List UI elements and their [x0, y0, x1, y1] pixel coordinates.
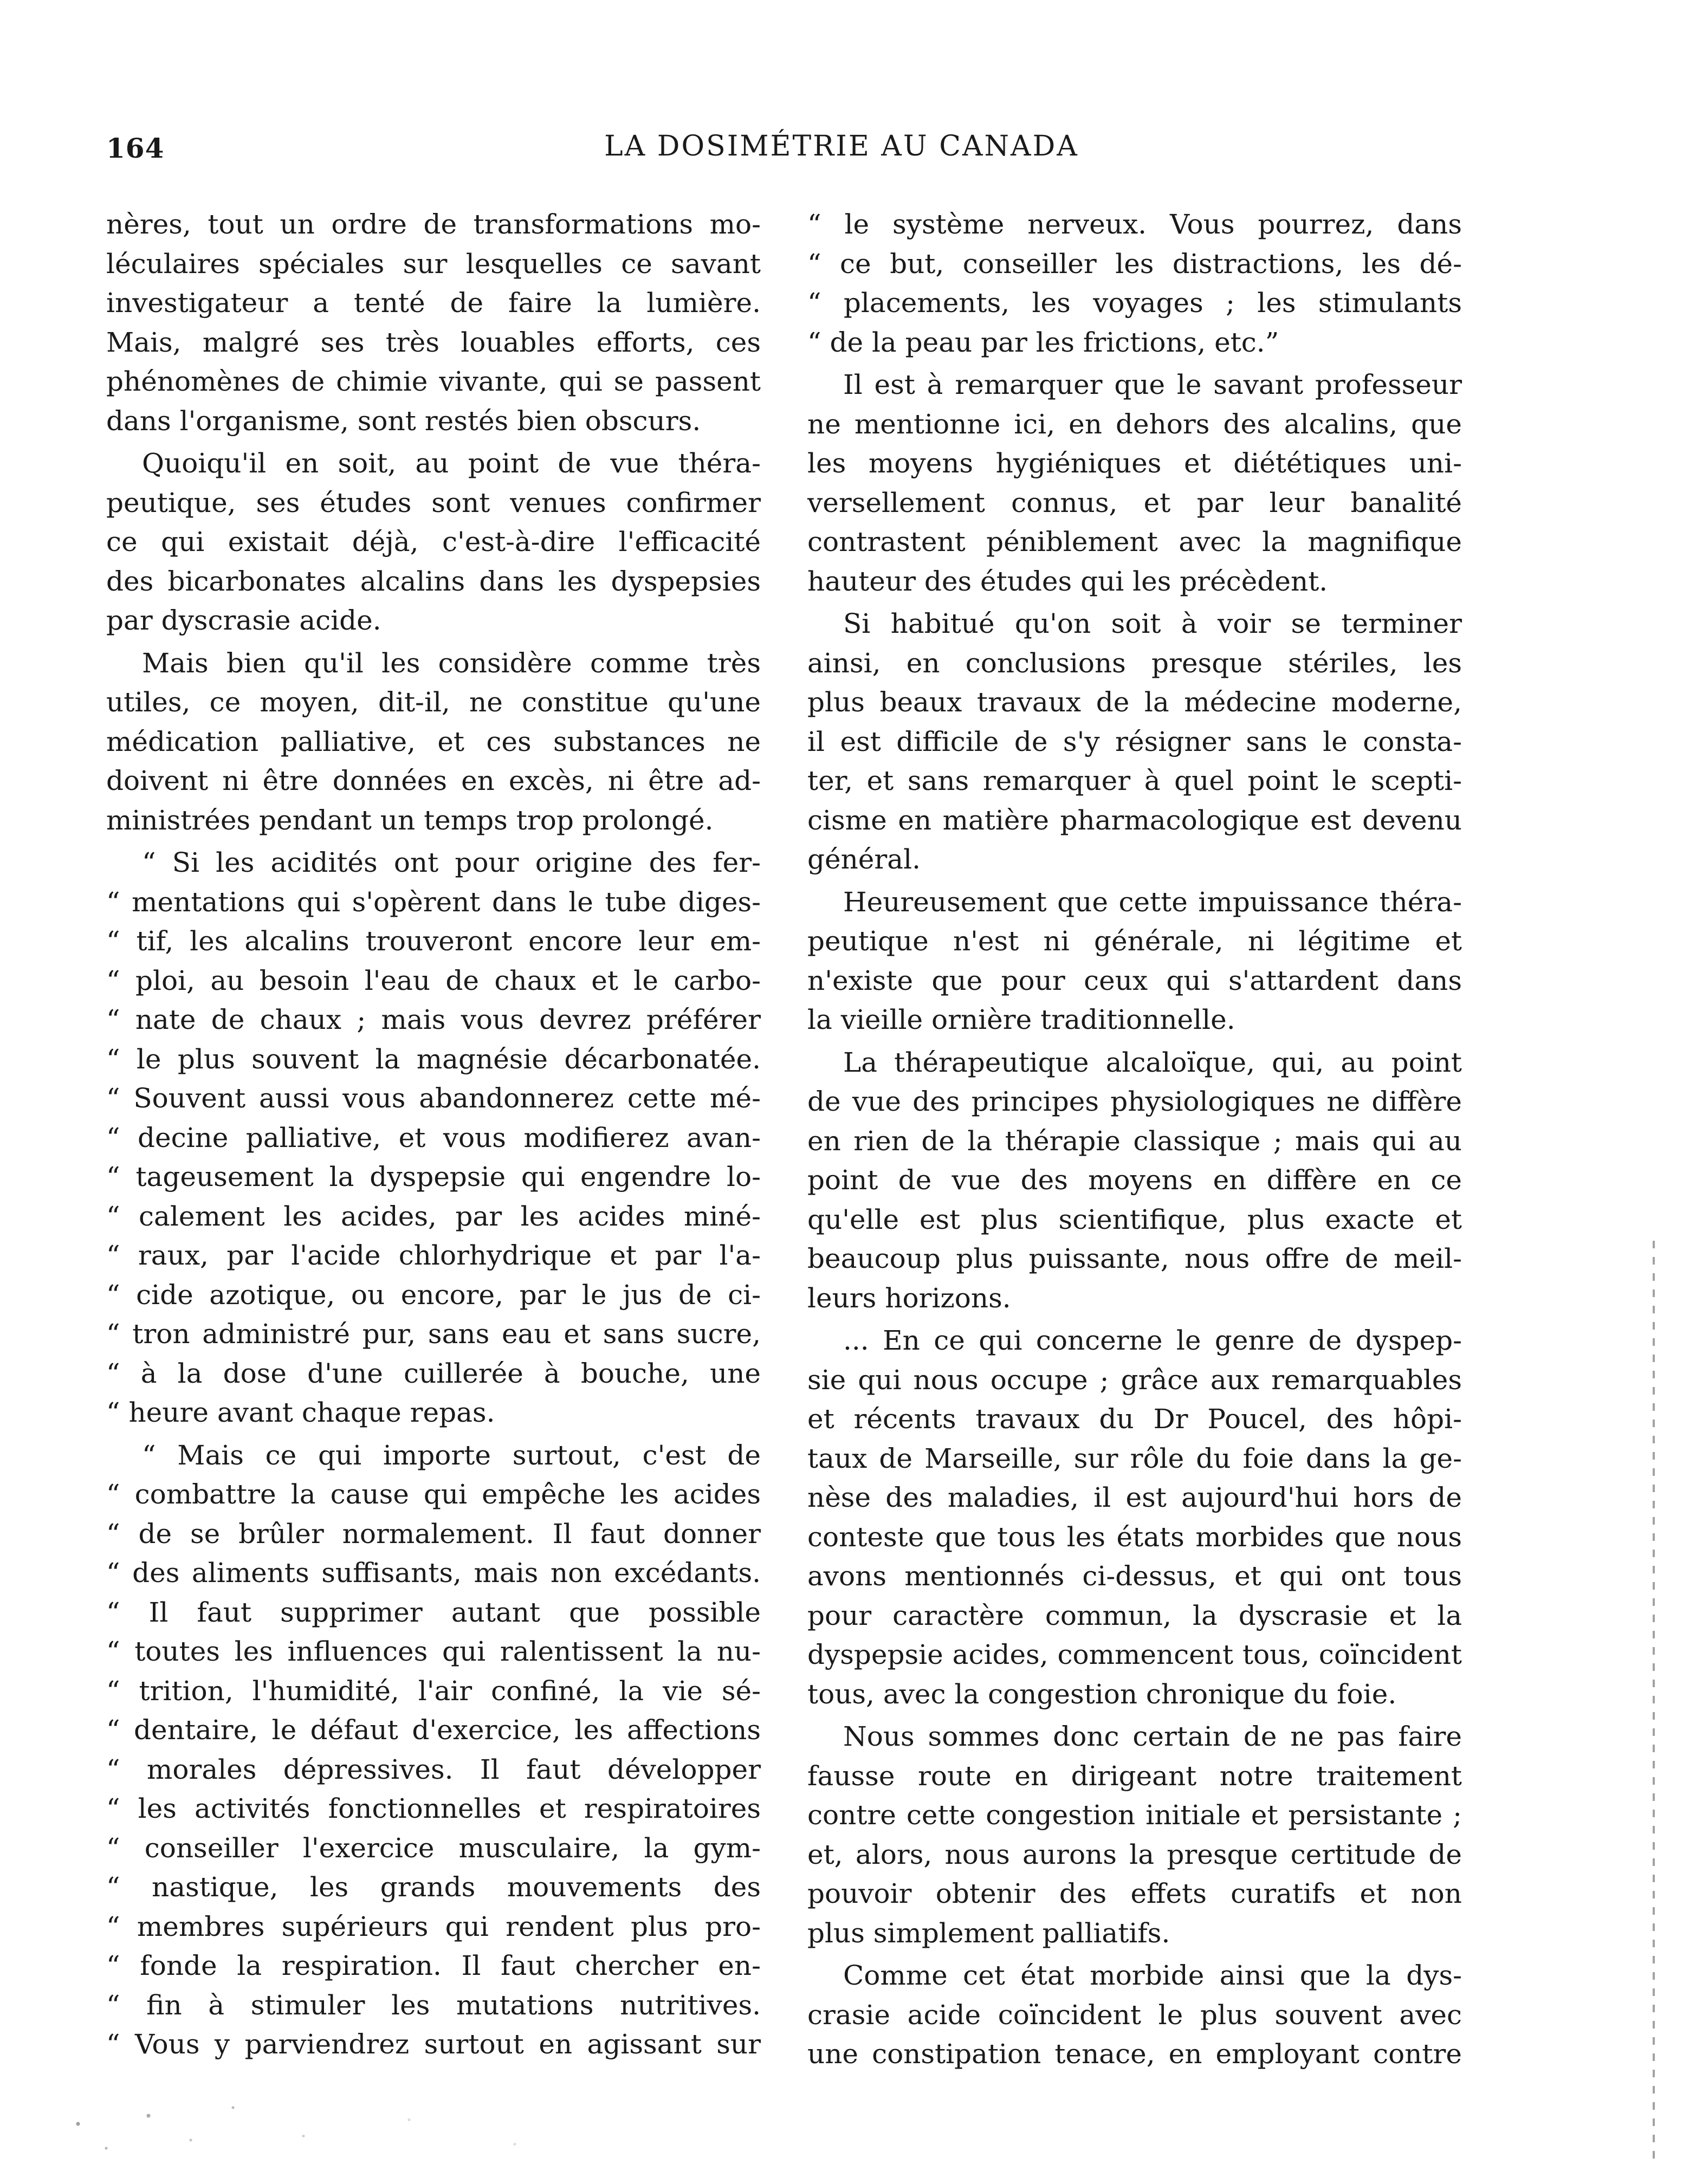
text-line: Mais, malgré ses très louables efforts, ces: [106, 326, 761, 358]
text-line: avons mentionnés ci-dessus, et qui ont tous: [807, 1560, 1462, 1592]
text-line: “ de la peau par les frictions, etc.”: [807, 326, 1279, 358]
text-line: “ fonde la respiration. Il faut chercher en-: [106, 1950, 761, 1981]
text-line: ainsi, en conclusions presque stériles, les: [807, 647, 1462, 679]
text-line: “ placements, les voyages ; les stimulants: [807, 287, 1462, 319]
text-line: fausse route en dirigeant notre traitement: [807, 1760, 1462, 1792]
text-line: de vue des principes physiologiques ne diffère: [807, 1086, 1462, 1117]
text-line: phénomènes de chimie vivante, qui se passent: [106, 366, 761, 397]
text-line: dyspepsie acides, commencent tous, coïncident: [807, 1639, 1462, 1670]
text-line: “ ce but, conseiller les distractions, les dé-: [807, 248, 1462, 280]
text-line: “ membres supérieurs qui rendent plus pro-: [106, 1910, 761, 1942]
text-line: “ de se brûler normalement. Il faut donner: [106, 1518, 761, 1550]
text-line: crasie acide coïncident le plus souvent avec: [807, 1999, 1462, 2031]
text-line: “ trition, l'humidité, l'air confiné, la vie sé-: [106, 1675, 761, 1707]
text-line: n'existe que pour ceux qui s'attardent dans: [807, 964, 1462, 996]
text-line: “ tron administré pur, sans eau et sans sucre,: [106, 1318, 761, 1350]
text-line: leurs horizons.: [807, 1282, 1011, 1314]
text-line: “ conseiller l'exercice musculaire, la gym-: [106, 1832, 761, 1864]
text-line: “ combattre la cause qui empêche les acides: [106, 1479, 761, 1510]
text-line: il est difficile de s'y résigner sans le consta-: [807, 725, 1462, 757]
text-line: point de vue des moyens en diffère en ce: [807, 1164, 1462, 1196]
text-line: la vieille ornière traditionnelle.: [807, 1004, 1235, 1035]
text-line: Comme cet état morbide ainsi que la dys-: [843, 1960, 1462, 1991]
text-line: les moyens hygiéniques et diététiques uni-: [807, 448, 1462, 479]
text-line: “ nastique, les grands mouvements des: [106, 1871, 761, 1903]
margin-mark: [1653, 1241, 1655, 2162]
text-line: “ dentaire, le défaut d'exercice, les affections: [106, 1714, 761, 1746]
text-line: “ cide azotique, ou encore, par le jus de ci-: [106, 1279, 761, 1311]
text-line: et, alors, nous aurons la presque certitude de: [807, 1838, 1462, 1870]
text-line: “ ploi, au besoin l'eau de chaux et le carbo-: [106, 964, 761, 996]
text-line: beaucoup plus puissante, nous offre de meil-: [807, 1243, 1462, 1274]
text-line: “ nate de chaux ; mais vous devrez préférer: [106, 1004, 761, 1035]
text-line: “ Vous y parviendrez surtout en agissant sur: [106, 2029, 761, 2060]
text-line: “ Si les acidités ont pour origine des fer-: [142, 847, 761, 878]
text-line: ... En ce qui concerne le genre de dyspep-: [843, 1325, 1462, 1356]
text-line: médication palliative, et ces substances ne: [106, 725, 761, 757]
text-line: contrastent péniblement avec la magnifique: [807, 526, 1462, 558]
text-line: qu'elle est plus scientifique, plus exacte et: [807, 1203, 1462, 1235]
text-line: Quoiqu'il en soit, au point de vue théra-: [142, 448, 761, 479]
text-line: “ le système nerveux. Vous pourrez, dans: [807, 209, 1462, 240]
text-line: une constipation tenace, en employant contre: [807, 2038, 1462, 2070]
scan-speckle: [22, 2091, 726, 2173]
text-line: contre cette congestion initiale et persistante ;: [807, 1799, 1462, 1831]
text-line: Si habitué qu'on soit à voir se terminer: [843, 608, 1462, 639]
text-line: dans l'organisme, sont restés bien obscurs.: [106, 405, 701, 437]
text-line: ce qui existait déjà, c'est-à-dire l'efficacité: [106, 526, 761, 558]
text-line: Il est à remarquer que le savant professeur: [843, 369, 1462, 400]
text-line: et récents travaux du Dr Poucel, des hôpi-: [807, 1403, 1462, 1435]
text-line: ne mentionne ici, en dehors des alcalins, que: [807, 408, 1462, 440]
text-line: “ à la dose d'une cuillerée à bouche, une: [106, 1357, 761, 1389]
left-column: [106, 205, 761, 2064]
text-line: versellement connus, et par leur banalité: [807, 487, 1462, 519]
text-line: Nous sommes donc certain de ne pas faire: [843, 1721, 1462, 1752]
text-line: La thérapeutique alcaloïque, qui, au point: [843, 1046, 1462, 1078]
text-line: des bicarbonates alcalins dans les dyspepsies: [106, 565, 761, 597]
text-line: peutique, ses études sont venues confirmer: [106, 487, 761, 519]
page-number: 164: [106, 132, 165, 164]
text-line: “ calement les acides, par les acides miné-: [106, 1200, 761, 1232]
text-line: “ tif, les alcalins trouveront encore leur em-: [106, 925, 761, 957]
text-line: ter, et sans remarquer à quel point le scepti-: [807, 765, 1462, 796]
text-line: “ heure avant chaque repas.: [106, 1397, 495, 1428]
text-line: pour caractère commun, la dyscrasie et la: [807, 1599, 1462, 1631]
text-line: taux de Marseille, sur rôle du foie dans la ge-: [807, 1442, 1462, 1474]
text-line: “ Il faut supprimer autant que possible: [106, 1596, 761, 1628]
text-line: peutique n'est ni générale, ni légitime et: [807, 925, 1462, 957]
text-line: “ des aliments suffisants, mais non excédants.: [106, 1557, 761, 1589]
text-line: “ tageusement la dyspepsie qui engendre lo-: [106, 1161, 761, 1193]
text-line: nèse des maladies, il est aujourd'hui hors de: [807, 1482, 1462, 1513]
text-line: “ fin à stimuler les mutations nutritives.: [106, 1989, 761, 2021]
right-column: [807, 205, 1462, 2074]
text-line: doivent ni être données en excès, ni être ad-: [106, 765, 761, 796]
text-line: plus simplement palliatifs.: [807, 1917, 1170, 1949]
text-line: léculaires spéciales sur lesquelles ce savant: [106, 248, 761, 280]
text-line: “ les activités fonctionnelles et respiratoires: [106, 1793, 761, 1824]
text-line: “ decine palliative, et vous modifierez avan-: [106, 1122, 761, 1153]
text-line: “ toutes les influences qui ralentissent la nu-: [106, 1636, 761, 1667]
text-line: utiles, ce moyen, dit-il, ne constitue qu'une: [106, 686, 761, 718]
text-line: en rien de la thérapie classique ; mais qui au: [807, 1125, 1462, 1157]
text-line: sie qui nous occupe ; grâce aux remarquables: [807, 1364, 1462, 1396]
text-line: par dyscrasie acide.: [106, 605, 381, 636]
text-line: ministrées pendant un temps trop prolongé.: [106, 804, 714, 836]
text-line: “ Mais ce qui importe surtout, c'est de: [142, 1439, 761, 1471]
text-line: plus beaux travaux de la médecine moderne,: [807, 686, 1462, 718]
text-line: “ mentations qui s'opèrent dans le tube diges-: [106, 886, 761, 918]
text-line: tous, avec la congestion chronique du foie.: [807, 1678, 1397, 1710]
text-line: Mais bien qu'il les considère comme très: [142, 647, 761, 679]
text-line: nères, tout un ordre de transformations mo-: [106, 209, 761, 240]
text-line: “ le plus souvent la magnésie décarbonatée.: [106, 1043, 761, 1075]
running-head: LA DOSIMÉTRIE AU CANADA: [604, 130, 1079, 163]
text-line: hauteur des études qui les précèdent.: [807, 565, 1328, 597]
text-line: “ raux, par l'acide chlorhydrique et par l'a-: [106, 1240, 761, 1271]
text-line: “ Souvent aussi vous abandonnerez cette mé-: [106, 1083, 761, 1114]
text-line: conteste que tous les états morbides que nous: [807, 1521, 1462, 1553]
text-line: cisme en matière pharmacologique est devenu: [807, 804, 1462, 836]
text-line: investigateur a tenté de faire la lumière.: [106, 287, 761, 319]
text-line: Heureusement que cette impuissance théra-: [843, 886, 1462, 918]
text-line: “ morales dépressives. Il faut développer: [106, 1753, 761, 1785]
text-line: général.: [807, 844, 921, 875]
text-line: pouvoir obtenir des effets curatifs et non: [807, 1878, 1462, 1909]
